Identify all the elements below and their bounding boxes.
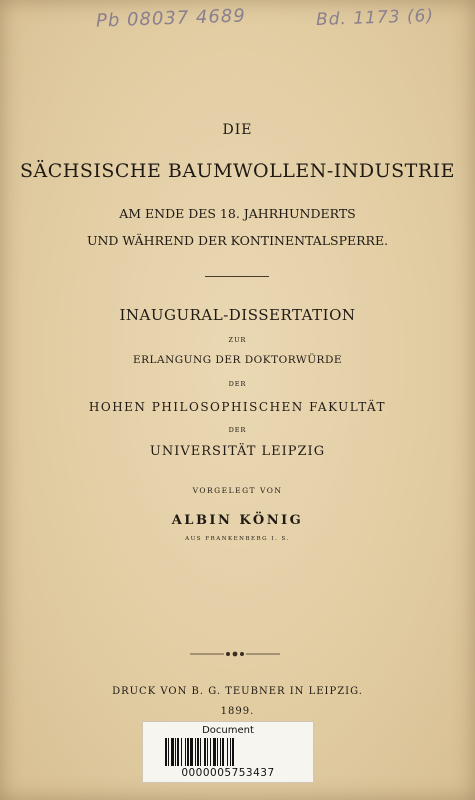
- author-name: ALBIN KÖNIG: [171, 513, 304, 528]
- publication-year: 1899.: [220, 706, 255, 717]
- zur-line: ZUR: [228, 336, 247, 344]
- divider-rule: [205, 276, 269, 277]
- barcode-bars: [165, 738, 291, 766]
- title-article: DIE: [222, 122, 253, 138]
- barcode-label-title: Document: [202, 725, 254, 736]
- barcode-number: 0000005753437: [181, 767, 275, 779]
- barcode-label: [142, 721, 314, 783]
- university-line: UNIVERSITÄT LEIPZIG: [149, 444, 326, 459]
- author-origin: AUS FRANKENBERG I. S.: [185, 536, 290, 542]
- faculty-line: HOHEN PHILOSOPHISCHEN FAKULTÄT: [88, 400, 387, 414]
- main-title: SÄCHSISCHE BAUMWOLLEN-INDUSTRIE: [19, 160, 456, 182]
- der-line-2: DER: [228, 426, 247, 434]
- der-line-1: DER: [228, 380, 247, 388]
- handwritten-shelfmark-right: Bd. 1173 (6): [315, 5, 435, 31]
- ornament-divider: [190, 649, 280, 659]
- subtitle-line-1: AM ENDE DES 18. JAHRHUNDERTS: [119, 206, 356, 221]
- dissertation-heading: INAUGURAL-DISSERTATION: [119, 306, 356, 324]
- printer-line: DRUCK VON B. G. TEUBNER IN LEIPZIG.: [112, 686, 363, 697]
- erlangung-line: ERLANGUNG DER DOKTORWÜRDE: [132, 354, 343, 366]
- vorgelegt-line: VORGELEGT VON: [192, 486, 283, 495]
- handwritten-shelfmark-left: Pb 08037 4689: [95, 5, 247, 32]
- subtitle-line-2: UND WÄHREND DER KONTINENTALSPERRE.: [86, 233, 389, 248]
